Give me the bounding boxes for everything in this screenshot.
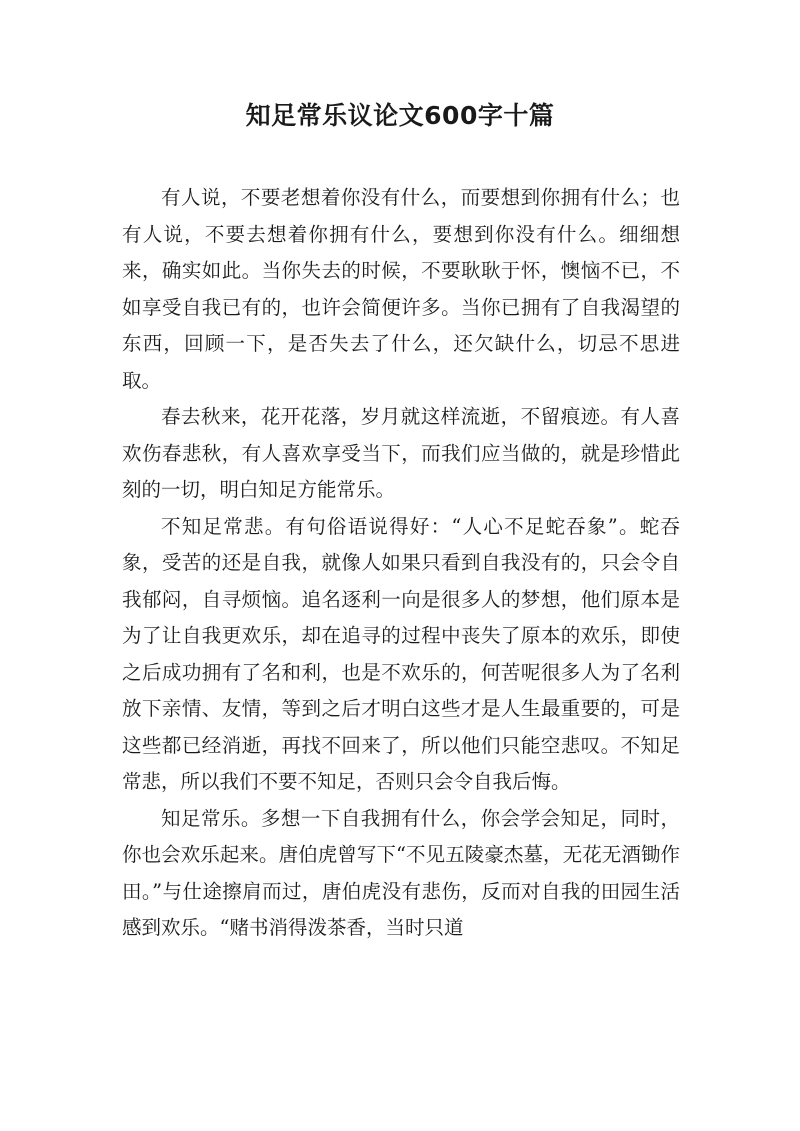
paragraph: 有人说，不要老想着你没有什么，而要想到你拥有什么；也有人说，不要去想着你拥有什么，要想到你没有什么。细细想来，确实如此。当你失去的时候，不要耿耿于怀，懊恼不已，不如享受自我已有的，也许会简便许多。当你已拥有了自我渴望的东西，回顾一下，是否失去了什么，还欠缺什么，切忌不思进取。	[122, 186, 680, 392]
paragraph: 春去秋来，花开花落，岁月就这样流逝，不留痕迹。有人喜欢伤春悲秋，有人喜欢享受当下，而我们应当做的，就是珍惜此刻的一切，明白知足方能常乐。	[122, 405, 680, 501]
document-body	[122, 180, 680, 947]
paragraph: 知足常乐。多想一下自我拥有什么，你会学会知足，同时，你也会欢乐起来。唐伯虎曾写下“不见五陵豪杰墓，无花无酒锄作田。”与仕途擦肩而过，唐伯虎没有悲伤，反而对自我的田园生活感到欢乐。“赌书消得泼茶香，当时只道	[122, 806, 680, 939]
document-title: 知足常乐议论文600字十篇	[245, 101, 555, 130]
paragraph: 不知足常悲。有句俗语说得好：“人心不足蛇吞象”。蛇吞象，受苦的还是自我，就像人如果只看到自我没有的，只会令自我郁闷，自寻烦恼。追名逐利一向是很多人的梦想，他们原本是为了让自我更欢乐，却在追寻的过程中丧失了原本的欢乐，即使之后成功拥有了名和利，也是不欢乐的，何苦呢很多人为了名利放下亲情、友情，等到之后才明白这些才是人生最重要的，可是这些都已经消逝，再找不回来了，所以他们只能空悲叹。不知足常悲，所以我们不要不知足，否则只会令自我后悔。	[122, 514, 680, 793]
